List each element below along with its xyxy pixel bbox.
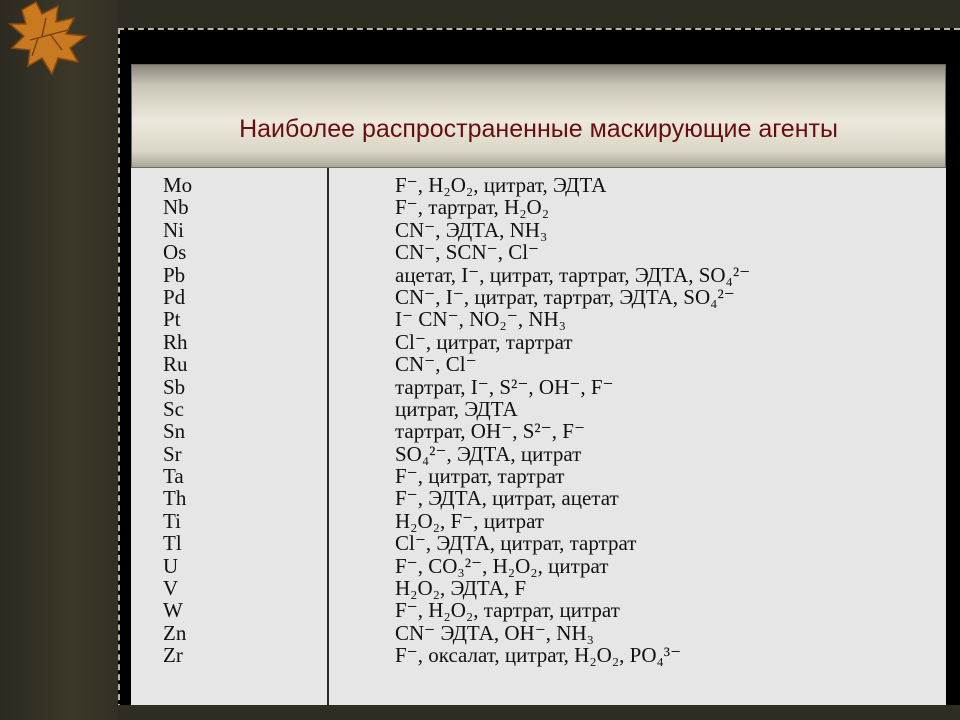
masking-agents: CN⁻, SCN⁻, Cl⁻ <box>395 240 540 265</box>
element-symbol: Pb <box>163 262 186 287</box>
table-row <box>131 331 946 353</box>
element-symbol: Pd <box>163 284 186 309</box>
element-symbol: Pt <box>163 307 181 332</box>
masking-agents: H₂O₂, ЭДТА, F <box>395 576 527 601</box>
masking-agents: F⁻, тартрат, H₂O₂ <box>395 195 550 220</box>
table-row <box>131 599 946 621</box>
masking-agents: тартрат, I⁻, S²⁻, OH⁻, F⁻ <box>395 374 614 399</box>
table-row <box>131 555 946 577</box>
masking-agents: SO₄²⁻, ЭДТА, цитрат <box>395 441 582 466</box>
element-symbol: W <box>163 598 183 623</box>
element-symbol: V <box>163 576 179 601</box>
left-decor-strip <box>0 0 118 720</box>
table-row <box>131 622 946 644</box>
element-symbol: Ti <box>163 508 181 533</box>
element-symbol: Mo <box>163 173 193 197</box>
table-row <box>131 577 946 599</box>
autumn-leaf-icon <box>2 0 114 80</box>
element-symbol: Ru <box>163 352 188 377</box>
masking-agents: тартрат, OH⁻, S²⁻, F⁻ <box>395 419 586 444</box>
table-row <box>131 644 946 666</box>
masking-agents: CN⁻, I⁻, цитрат, тартрат, ЭДТА, SO₄²⁻ <box>395 284 735 309</box>
table-row <box>131 420 946 442</box>
element-symbol: Sn <box>163 419 186 444</box>
masking-agents: F⁻, CO₃²⁻, H₂O₂, цитрат <box>395 553 609 578</box>
table-row <box>131 510 946 532</box>
element-symbol: Sr <box>163 441 182 466</box>
table-row <box>131 376 946 398</box>
element-symbol: Th <box>163 486 187 511</box>
table-row <box>131 286 946 308</box>
element-symbol: Sb <box>163 374 186 399</box>
element-symbol: Nb <box>163 195 189 220</box>
masking-agents: CN⁻ ЭДТА, OH⁻, NH₃ <box>395 620 594 645</box>
table-row <box>131 398 946 420</box>
masking-agents: CN⁻, ЭДТА, NH₃ <box>395 217 548 242</box>
table-row <box>131 465 946 487</box>
table-rows <box>131 174 946 667</box>
table-row <box>131 174 946 196</box>
masking-agents: Cl⁻, ЭДТА, цитрат, тартрат <box>395 531 637 556</box>
element-symbol: Ta <box>163 464 184 489</box>
masking-agents: F⁻, ЭДТА, цитрат, ацетат <box>395 486 619 511</box>
masking-agents: F⁻, H₂O₂, цитрат, ЭДТА <box>395 173 607 197</box>
table-row <box>131 241 946 263</box>
element-symbol: Tl <box>163 531 182 556</box>
table-row <box>131 487 946 509</box>
masking-agents: H₂O₂, F⁻, цитрат <box>395 508 545 533</box>
masking-agents-table <box>131 168 946 713</box>
element-symbol: Rh <box>163 329 188 354</box>
table-row <box>131 532 946 554</box>
masking-agents: F⁻, H₂O₂, тартрат, цитрат <box>395 598 620 623</box>
table-row <box>131 264 946 286</box>
element-symbol: Sc <box>163 396 184 421</box>
masking-agents: ацетат, I⁻, цитрат, тартрат, ЭДТА, SO₄²⁻ <box>395 262 751 287</box>
masking-agents: Cl⁻, цитрат, тартрат <box>395 329 573 354</box>
table-row <box>131 196 946 218</box>
table-row <box>131 308 946 330</box>
element-symbol: Ni <box>163 217 184 242</box>
table-row <box>131 219 946 241</box>
masking-agents: CN⁻, Cl⁻ <box>395 352 477 377</box>
element-symbol: U <box>163 553 179 578</box>
element-symbol: Zr <box>163 643 183 668</box>
element-symbol: Os <box>163 240 187 265</box>
masking-agents: I⁻ CN⁻, NO₂⁻, NH₃ <box>395 307 566 332</box>
table-row <box>131 353 946 375</box>
title-box <box>131 64 946 168</box>
masking-agents: F⁻, оксалат, цитрат, H₂O₂, PO₄³⁻ <box>395 643 682 668</box>
slide-title: Наиболее распространенные маскирующие агенты <box>239 115 838 143</box>
table-row <box>131 443 946 465</box>
masking-agents: F⁻, цитрат, тартрат <box>395 464 565 489</box>
bottom-band <box>118 705 960 720</box>
element-symbol: Zn <box>163 620 187 645</box>
top-band <box>0 0 960 30</box>
masking-agents: цитрат, ЭДТА <box>395 396 518 421</box>
